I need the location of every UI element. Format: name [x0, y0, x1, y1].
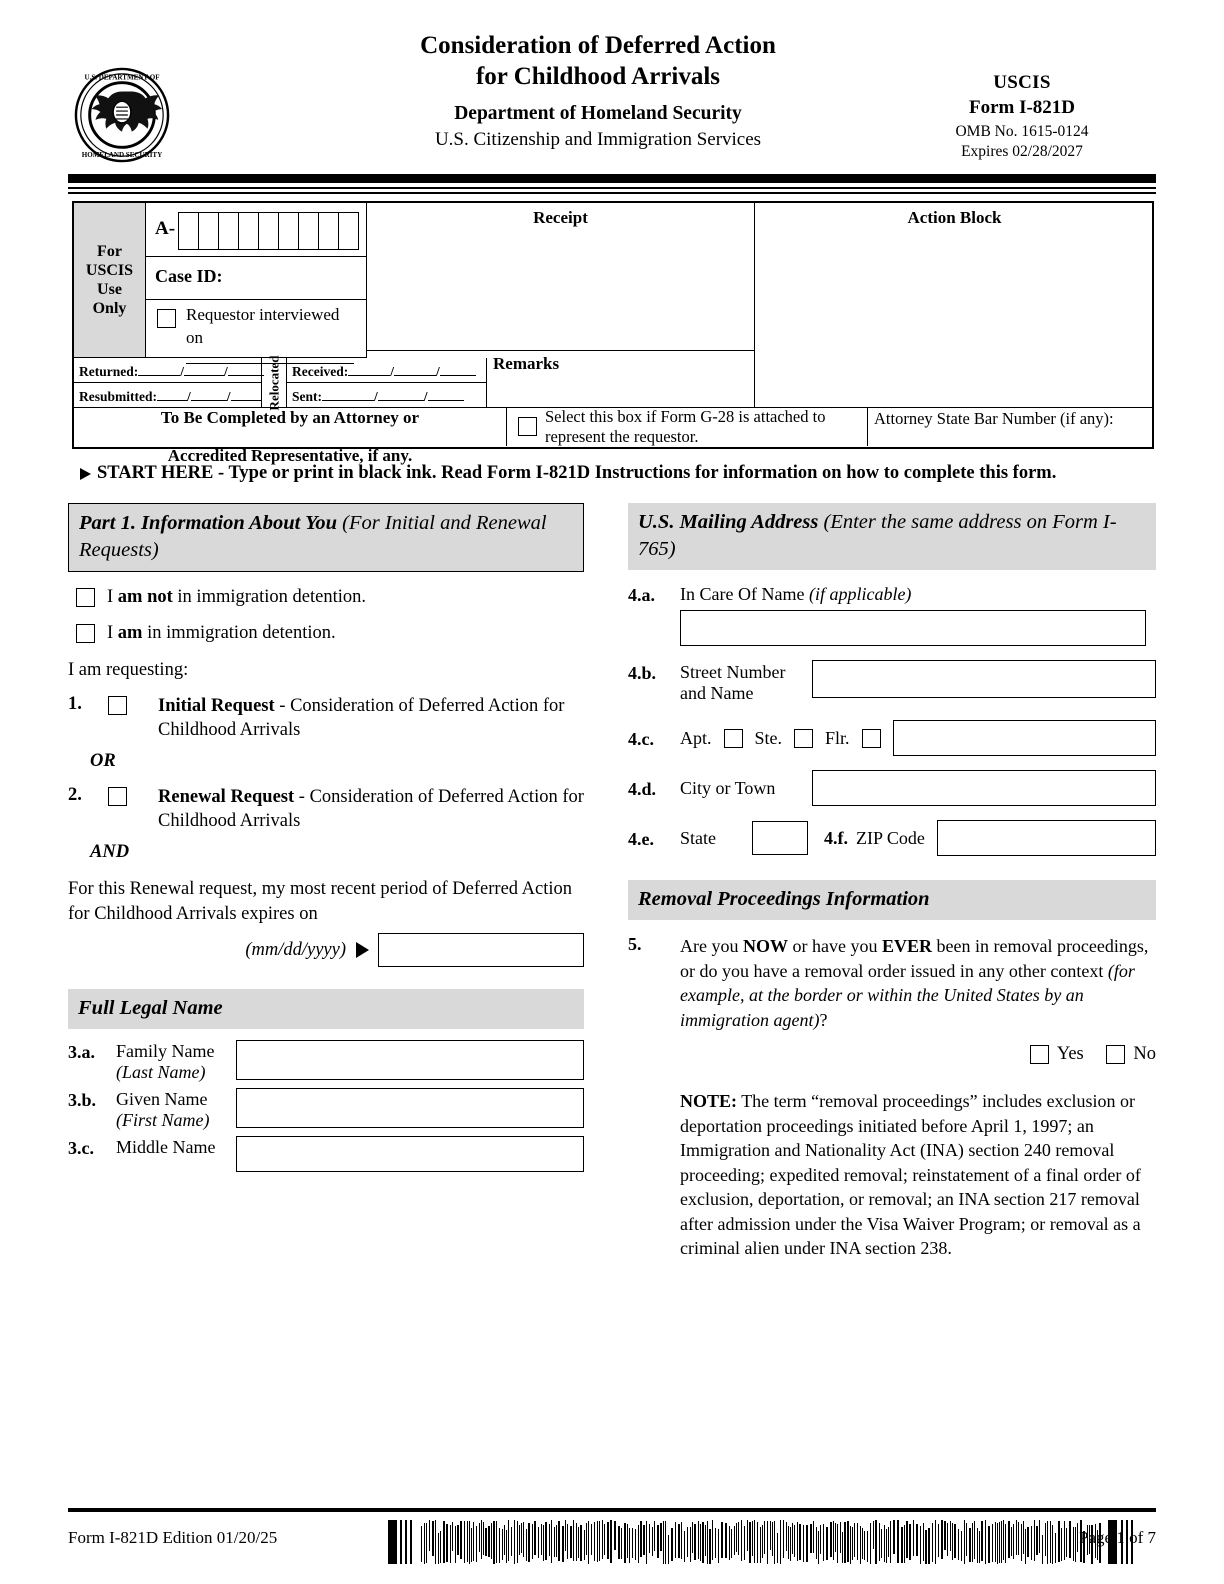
- removal-no-label: No: [1133, 1044, 1156, 1064]
- given-name-sublabel: (First Name): [116, 1110, 210, 1130]
- page-footer: [68, 1520, 1156, 1566]
- received-day-input[interactable]: [394, 362, 436, 376]
- interview-on-label: on: [186, 328, 203, 347]
- g28-label-line1: Select this box if Form G-28 is attached to: [545, 407, 826, 426]
- in-care-of-italic: (if applicable): [808, 584, 912, 604]
- mailing-address-heading: [628, 503, 1156, 570]
- note-bold-label: NOTE:: [680, 1091, 738, 1111]
- initial-request-bold: Initial Request: [158, 696, 275, 716]
- uscis-label: USCIS: [993, 72, 1051, 93]
- renewal-expiry-paragraph: For this Renewal request, my most recent period of Deferred Action for Childhood Arrivals expires on: [68, 879, 572, 924]
- in-care-of-label-group: [680, 582, 911, 605]
- detention-not-row: [68, 586, 584, 608]
- omb-number: OMB No. 1615-0124: [955, 123, 1089, 140]
- in-care-of-label: In Care Of Name: [680, 584, 805, 604]
- a-number-input[interactable]: [178, 212, 359, 250]
- barcode-icon: [388, 1520, 1136, 1564]
- attorney-label-line1: To Be Completed by an Attorney or: [160, 408, 420, 427]
- sent-month-input[interactable]: [322, 387, 374, 401]
- remarks-label: Remarks: [493, 354, 560, 373]
- zip-input[interactable]: [937, 820, 1156, 856]
- middle-name-number: 3.c.: [68, 1138, 94, 1158]
- renewal-request-bold: Renewal Request: [158, 787, 295, 807]
- renewal-expiry-date-row: [68, 933, 584, 967]
- sent-year-input[interactable]: [428, 387, 464, 401]
- given-name-input[interactable]: [236, 1088, 584, 1128]
- date-format-label: (mm/dd/yyyy): [245, 939, 346, 960]
- given-name-label: Given Name: [116, 1089, 208, 1109]
- apt-label: Apt.: [680, 727, 712, 748]
- ste-label: Ste.: [754, 727, 783, 748]
- unit-row: [628, 720, 1156, 756]
- ste-checkbox[interactable]: [794, 729, 813, 748]
- initial-request-number: 1.: [68, 694, 82, 714]
- state-label: State: [680, 827, 716, 848]
- receipt-label: Receipt: [533, 208, 588, 227]
- requestor-interviewed-checkbox[interactable]: [157, 309, 176, 328]
- q-now: NOW: [742, 936, 788, 956]
- received-label: Received:: [292, 364, 349, 379]
- family-name-label: Family Name: [116, 1041, 215, 1061]
- unit-input[interactable]: [893, 720, 1156, 756]
- state-zip-row: [628, 820, 1156, 856]
- removal-question-text: [680, 934, 1156, 1032]
- given-name-number: 3.b.: [68, 1090, 97, 1110]
- renewal-expiry-date-input[interactable]: [378, 933, 584, 967]
- sent-label: Sent:: [292, 389, 322, 404]
- start-here-instruction: [80, 463, 1160, 484]
- and-label: AND: [90, 842, 130, 862]
- mailing-address-heading-italic: (Enter the same address on Form I-765): [638, 511, 1117, 560]
- renewal-request-number: 2.: [68, 785, 82, 805]
- middle-name-input[interactable]: [236, 1136, 584, 1172]
- q-italic: (for example, at the border or within the United States by an immigration agent): [680, 960, 1135, 1030]
- form-number: Form I-821D: [968, 97, 1076, 118]
- a-number-cell: [146, 203, 367, 257]
- g28-attached-cell: [507, 408, 868, 446]
- part1-heading: [68, 503, 584, 572]
- city-number-label: 4.d.: [628, 779, 657, 799]
- requestor-interviewed-cell: [146, 300, 367, 358]
- g28-label-line2: represent the requestor.: [545, 427, 699, 446]
- in-detention-lead: I: [107, 623, 114, 643]
- dhs-seal-icon: [72, 66, 172, 164]
- q-part1: Are you: [680, 936, 743, 956]
- part1-heading-italic: (For Initial and Renewal Requests): [79, 512, 547, 561]
- case-id-label: Case ID:: [155, 266, 223, 286]
- in-detention-label: in immigration detention.: [147, 623, 336, 643]
- sent-day-input[interactable]: [378, 387, 424, 401]
- returned-label: Returned:: [79, 364, 139, 379]
- received-row: Received: / /: [292, 362, 476, 380]
- city-row: [628, 770, 1156, 806]
- receipt-cell: [367, 203, 755, 351]
- middle-name-label: Middle Name: [116, 1137, 216, 1157]
- not-in-detention-checkbox[interactable]: [76, 588, 95, 607]
- attorney-bar-number-cell[interactable]: [868, 408, 1154, 446]
- resubmitted-date-cell: [74, 383, 262, 408]
- triangle-pointer-icon-2: [356, 942, 369, 958]
- renewal-request-rest: - Consideration of Deferred Action for Childhood Arrivals: [158, 787, 584, 831]
- detention-is-row: [68, 622, 584, 644]
- for-uscis-use-only-block: [72, 201, 1154, 465]
- agency-name: Department of Homeland Security: [454, 103, 742, 124]
- for-use-line3: Use: [97, 281, 122, 298]
- family-name-number: 3.a.: [68, 1042, 95, 1062]
- svg-text:U.S. DEPARTMENT OF: U.S. DEPARTMENT OF: [84, 73, 160, 82]
- remarks-cell[interactable]: [487, 351, 755, 408]
- unit-number-label: 4.c.: [628, 729, 654, 749]
- footer-divider: [68, 1508, 1156, 1512]
- q-ever: EVER: [881, 936, 932, 956]
- resubmitted-row: Resubmitted: / /: [79, 387, 261, 405]
- returned-day-input[interactable]: [184, 362, 224, 376]
- header-divider-thick: [68, 174, 1156, 183]
- family-name-sublabel: (Last Name): [116, 1062, 206, 1082]
- svg-text:HOMELAND SECURITY: HOMELAND SECURITY: [81, 151, 163, 160]
- returned-year-input[interactable]: [228, 362, 264, 376]
- street-row: [628, 660, 1156, 704]
- full-legal-name-heading-text: Full Legal Name: [78, 997, 223, 1019]
- family-name-row: [68, 1040, 584, 1083]
- initial-request-text: [158, 694, 584, 742]
- relocated-cell: [262, 355, 287, 410]
- resubmitted-day-input[interactable]: [191, 387, 227, 401]
- header-divider-thin-2: [68, 192, 1156, 194]
- q-part2: or have you: [787, 936, 882, 956]
- resubmitted-year-input[interactable]: [231, 387, 261, 401]
- given-name-row: [68, 1088, 584, 1131]
- flr-checkbox[interactable]: [862, 729, 881, 748]
- case-id-cell[interactable]: [146, 257, 367, 300]
- removal-no-checkbox[interactable]: [1106, 1045, 1125, 1064]
- middle-name-row: [68, 1136, 584, 1172]
- attorney-label-line2: Accredited Representative, if any.: [167, 446, 413, 465]
- attorney-bar-number-label: Attorney State Bar Number (if any):: [874, 409, 1114, 428]
- not-in-detention-lead: I: [107, 587, 114, 607]
- g28-attached-checkbox[interactable]: [518, 417, 537, 436]
- given-name-label-group: [116, 1088, 236, 1131]
- in-care-of-row: [628, 582, 1156, 606]
- initial-request-row: [68, 694, 584, 742]
- expiration-date: Expires 02/28/2027: [961, 143, 1083, 160]
- agency-subname: U.S. Citizenship and Immigration Services: [434, 129, 762, 150]
- street-label-line1: Street Number: [680, 662, 786, 682]
- relocated-label: Relocated: [266, 355, 281, 410]
- resubmitted-month-input[interactable]: [157, 387, 187, 401]
- city-label: City or Town: [680, 777, 776, 798]
- returned-date-cell: [74, 358, 262, 383]
- apt-checkbox[interactable]: [724, 729, 743, 748]
- note-text: The term “removal proceedings” includes exclusion or deportation proceedings initiated before April 1, 1997; an Immigration and Nationality Act (INA) section 240 removal proceeding; expedited removal; reinstatement of a final order of exclusion, deportation, or removal; an INA section 217 removal after admission under the Visa Waiver Program; or removal as a criminal alien under INA section 238.: [680, 1091, 1141, 1258]
- removal-proceedings-heading: [628, 880, 1156, 920]
- sent-date-cell: [287, 383, 487, 408]
- start-here-text: START HERE - Type or print in black ink. Read Form I-821D Instructions for information on how to complete this form.: [97, 463, 1057, 483]
- received-date-cell: [287, 358, 487, 383]
- in-care-of-number: 4.a.: [628, 585, 655, 605]
- family-name-input[interactable]: [236, 1040, 584, 1080]
- form-title-block: [248, 30, 948, 151]
- left-column: [68, 503, 584, 1172]
- returned-month-input[interactable]: [138, 362, 180, 376]
- received-year-input[interactable]: [440, 362, 476, 376]
- initial-request-rest: - Consideration of Deferred Action for Childhood Arrivals: [158, 696, 565, 740]
- flr-label: Flr.: [825, 727, 850, 748]
- not-in-detention-label: in immigration detention.: [177, 587, 366, 607]
- triangle-pointer-icon: [80, 468, 91, 480]
- right-column: [628, 503, 1156, 1261]
- removal-yes-label: Yes: [1056, 1044, 1084, 1064]
- street-number-label-num: 4.b.: [628, 663, 657, 683]
- mailing-address-heading-bold: U.S. Mailing Address: [638, 511, 819, 533]
- form-identification-block: [902, 72, 1142, 161]
- requestor-interviewed-label: Requestor interviewed: [186, 305, 340, 324]
- state-select[interactable]: [752, 821, 808, 855]
- in-detention-checkbox[interactable]: [76, 624, 95, 643]
- action-block-cell: [755, 203, 1154, 408]
- a-number-label: A-: [155, 218, 176, 239]
- for-uscis-use-only-label: [74, 203, 146, 358]
- i-am-requesting-label: I am requesting:: [68, 660, 189, 680]
- city-input[interactable]: [812, 770, 1156, 806]
- for-use-line4: Only: [92, 300, 127, 317]
- page-header: [68, 30, 1156, 170]
- header-divider-thin-1: [68, 187, 1156, 189]
- street-label-group: [680, 660, 812, 704]
- zip-number-label: 4.f.: [824, 827, 848, 848]
- received-month-input[interactable]: [348, 362, 390, 376]
- part1-heading-bold: Part 1. Information About You: [79, 512, 338, 534]
- page-number-label: Page 1 of 7: [1079, 1528, 1156, 1547]
- attorney-section-label: [74, 408, 507, 465]
- resubmitted-label: Resubmitted:: [79, 389, 157, 404]
- street-input[interactable]: [812, 660, 1156, 698]
- initial-request-checkbox[interactable]: [108, 696, 127, 715]
- q-part3: been in removal proceedings, or do you have a removal order issued in any other context: [680, 936, 1149, 981]
- for-use-line2: USCIS: [85, 262, 134, 279]
- state-number-label: 4.e.: [628, 829, 654, 849]
- sent-row: Sent: / /: [292, 387, 464, 405]
- removal-answer-row: [628, 1044, 1156, 1065]
- for-use-line1: For: [97, 243, 122, 260]
- form-title-line1: Consideration of Deferred Action: [420, 32, 776, 59]
- not-in-detention-bold: am not: [117, 587, 173, 607]
- removal-question-row: [628, 934, 1156, 1032]
- street-label-line2: and Name: [680, 683, 754, 703]
- removal-question-number: 5.: [628, 934, 642, 954]
- in-care-of-input[interactable]: [680, 610, 1146, 646]
- removal-yes-checkbox[interactable]: [1030, 1045, 1049, 1064]
- q-end: ?: [819, 1009, 828, 1030]
- removal-note: [680, 1089, 1156, 1261]
- form-title-line2: for Childhood Arrivals: [475, 63, 721, 90]
- form-edition-label: Form I-821D Edition 01/20/25: [68, 1528, 278, 1547]
- renewal-request-row: [68, 785, 584, 833]
- in-detention-bold: am: [117, 623, 143, 643]
- returned-row: Returned: / /: [79, 362, 264, 380]
- or-label: OR: [90, 751, 116, 771]
- removal-proceedings-heading-text: Removal Proceedings Information: [638, 888, 930, 910]
- full-legal-name-heading: [68, 989, 584, 1029]
- zip-label: ZIP Code: [856, 827, 925, 848]
- renewal-request-checkbox[interactable]: [108, 787, 127, 806]
- renewal-request-text: [158, 785, 584, 833]
- family-name-label-group: [116, 1040, 236, 1083]
- action-block-label: Action Block: [907, 208, 1002, 227]
